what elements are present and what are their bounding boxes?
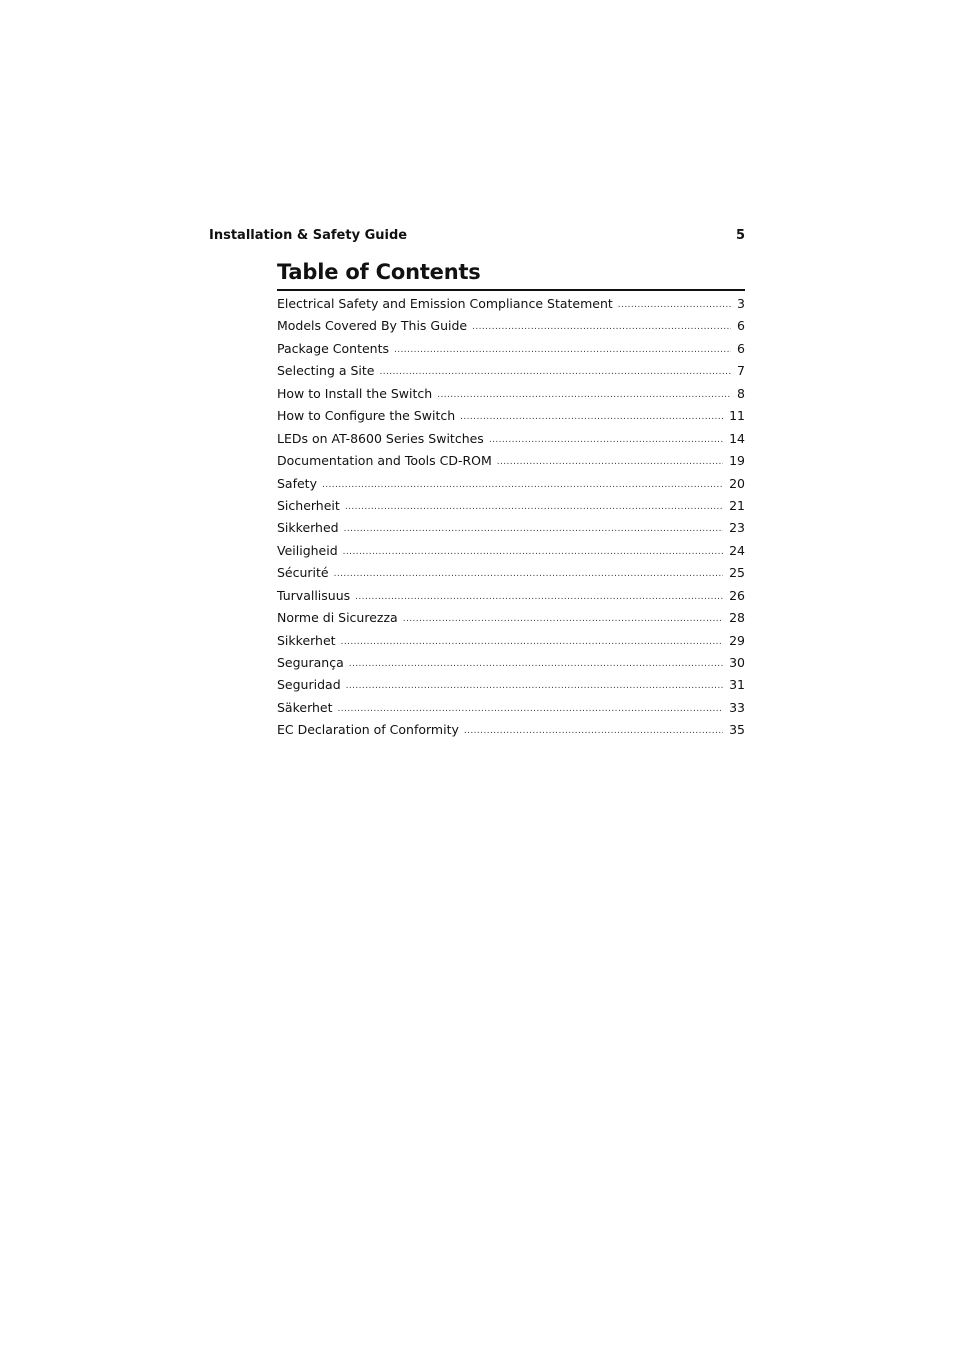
dot-leader	[349, 659, 723, 669]
toc-entry-page: 11	[729, 408, 745, 424]
toc-title: Table of Contents	[277, 258, 745, 291]
toc-entry-label: LEDs on AT-8600 Series Switches	[277, 430, 484, 446]
toc-entry-label: Segurança	[277, 655, 344, 670]
dot-leader	[322, 480, 723, 490]
toc-entry[interactable]	[277, 700, 745, 722]
toc-entry[interactable]	[277, 543, 745, 565]
guide-title: Installation & Safety Guide	[209, 228, 408, 243]
toc-entry-page: 23	[729, 520, 745, 536]
toc-entry-label: Seguridad	[277, 677, 341, 693]
toc-entry-label: Selecting a Site	[277, 363, 375, 379]
dot-leader	[334, 569, 723, 579]
toc-entry-label: Sikkerhet	[277, 632, 336, 648]
toc-entry-label: Veiligheid	[277, 542, 338, 558]
toc-entry-label: EC Declaration of Conformity	[277, 722, 459, 738]
dot-leader	[489, 435, 723, 445]
toc-entry-page: 8	[737, 385, 745, 401]
toc-entry-page: 25	[729, 565, 745, 581]
toc-entry-page: 29	[729, 632, 745, 648]
toc-entry-label: Sécurité	[277, 565, 329, 581]
dot-leader	[344, 524, 723, 534]
toc-list	[277, 296, 745, 745]
toc-entry[interactable]	[277, 386, 745, 408]
toc-entry-page: 6	[737, 318, 745, 334]
toc-entry-label: Säkerhet	[277, 699, 333, 715]
toc-entry[interactable]	[277, 408, 745, 430]
toc-entry-label: Package Contents	[277, 340, 390, 356]
toc-entry-page: 7	[737, 363, 745, 379]
toc-entry-page: 30	[729, 655, 745, 670]
toc-entry[interactable]	[277, 677, 745, 699]
toc-entry-label: Documentation and Tools CD-ROM	[277, 453, 492, 469]
toc-entry-label: Sicherheit	[277, 497, 340, 513]
toc-entry-label: How to Install the Switch	[277, 385, 433, 401]
running-header	[209, 228, 745, 246]
toc-entry[interactable]	[277, 296, 745, 318]
toc-entry-page: 19	[729, 453, 745, 469]
toc-entry-page: 24	[729, 542, 745, 558]
toc-entry-page: 26	[729, 587, 745, 603]
toc-entry-label: How to Configure the Switch	[277, 408, 456, 424]
dot-leader	[380, 367, 732, 377]
dot-leader	[472, 322, 731, 332]
dot-leader	[394, 345, 731, 355]
toc-entry-label: Safety	[277, 475, 317, 491]
toc-entry-page: 14	[729, 430, 745, 446]
toc-entry[interactable]	[277, 610, 745, 632]
toc-entry[interactable]	[277, 565, 745, 587]
toc-entry-label: Turvallisuus	[277, 587, 351, 603]
toc-entry-label: Sikkerhed	[277, 520, 339, 536]
toc-entry[interactable]	[277, 453, 745, 475]
toc-entry[interactable]	[277, 588, 745, 610]
toc-entry[interactable]	[277, 655, 745, 677]
toc-entry[interactable]	[277, 722, 745, 744]
toc-entry[interactable]	[277, 363, 745, 385]
toc-entry-label: Electrical Safety and Emission Compliance Statement	[277, 296, 613, 311]
dot-leader	[338, 704, 724, 714]
toc-entry[interactable]	[277, 476, 745, 498]
toc-entry-page: 33	[729, 699, 745, 715]
dot-leader	[345, 502, 723, 512]
toc-entry[interactable]	[277, 318, 745, 340]
dot-leader	[464, 726, 723, 736]
dot-leader	[403, 614, 723, 624]
dot-leader	[355, 592, 723, 602]
toc-entry[interactable]	[277, 633, 745, 655]
dot-leader	[497, 457, 723, 467]
dot-leader	[341, 637, 724, 647]
dot-leader	[437, 390, 731, 400]
dot-leader	[460, 412, 723, 422]
toc-entry-page: 21	[729, 497, 745, 513]
toc-entry[interactable]	[277, 498, 745, 520]
dot-leader	[343, 547, 723, 557]
dot-leader	[618, 300, 731, 310]
toc-entry-page: 31	[729, 677, 745, 693]
toc-entry-page: 3	[737, 296, 745, 311]
toc-entry-label: Norme di Sicurezza	[277, 610, 398, 626]
toc-entry-label: Models Covered By This Guide	[277, 318, 468, 334]
toc-entry-page: 35	[729, 722, 745, 738]
toc-entry-page: 20	[729, 475, 745, 491]
toc-entry[interactable]	[277, 520, 745, 542]
dot-leader	[346, 681, 723, 691]
page-number: 5	[735, 228, 745, 243]
toc-entry[interactable]	[277, 431, 745, 453]
toc-entry[interactable]	[277, 341, 745, 363]
toc-entry-page: 6	[737, 340, 745, 356]
toc-entry-page: 28	[729, 610, 745, 626]
